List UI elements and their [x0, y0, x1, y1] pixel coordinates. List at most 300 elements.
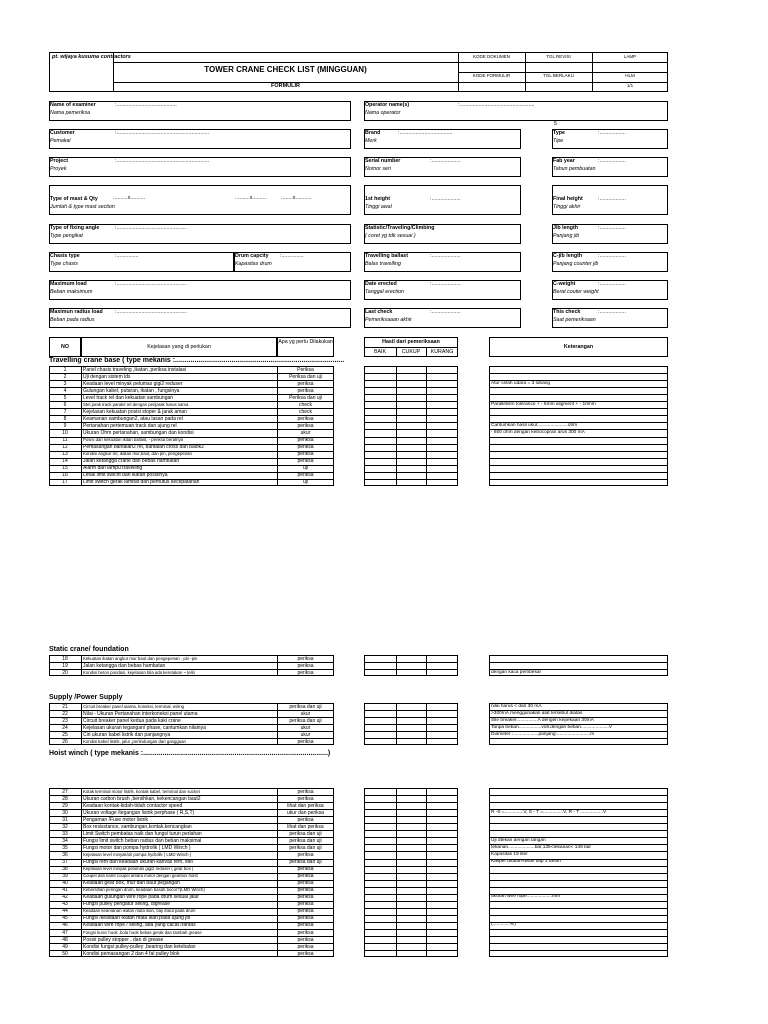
row-description: Keamanan sambungan2, atau lasan pada rel — [83, 415, 183, 422]
field-value3-8: ........x........... — [281, 195, 312, 201]
row-line-r-0-4 — [489, 394, 668, 395]
row-keterangan: Kapasitas 19 liter — [491, 851, 528, 857]
field-label-11: Type of fixing angle — [50, 225, 100, 231]
field-sublabel-12: ( coret yg tdk sesuai ) — [365, 233, 416, 239]
checkbox-kurang[interactable] — [426, 894, 458, 901]
checkbox-cukup[interactable] — [396, 479, 426, 486]
checkbox-baik[interactable] — [364, 437, 396, 444]
field-value-21: :................................................ — [115, 309, 188, 315]
row-keterangan: nilai harus < dari 30 mA — [491, 703, 542, 709]
checkbox-kurang[interactable] — [426, 823, 458, 830]
checkbox-kurang[interactable] — [426, 401, 458, 408]
row-keterangan: Sile breaker................A dengen kepekaan 30mA — [491, 717, 594, 723]
row-line-r-0-1 — [489, 373, 668, 374]
checkbox-cukup[interactable] — [396, 401, 426, 408]
checkbox-kurang[interactable] — [426, 429, 458, 436]
checkbox-kurang[interactable] — [426, 472, 458, 479]
checkbox-baik[interactable] — [364, 901, 396, 908]
field-sublabel-16: Balas travelling — [365, 261, 401, 267]
checkbox-cukup[interactable] — [396, 437, 426, 444]
row-line-r-3-13 — [489, 880, 668, 881]
field-box-18 — [49, 280, 351, 300]
row-description: Kondisi fungsi pulley-pulley ,bearing dan ketebalan — [83, 943, 196, 950]
checkbox-cukup[interactable] — [396, 366, 426, 373]
col-cukup: CUKUP — [401, 349, 421, 355]
checkbox-cukup[interactable] — [396, 731, 426, 738]
checkbox-baik[interactable] — [364, 387, 396, 394]
row-number: 43 — [62, 901, 68, 908]
checkbox-cukup[interactable] — [396, 380, 426, 387]
checkbox-baik[interactable] — [364, 950, 396, 957]
col-action: Apa yg perlu Dilakukan — [278, 339, 333, 345]
checkbox-baik[interactable] — [364, 669, 396, 676]
row-description: Limit Switch pembatas naik dan fungsi turun perlahan — [83, 830, 202, 837]
field-sublabel-5: Proyek — [50, 166, 67, 172]
row-number: 1 — [63, 366, 67, 373]
checkbox-cukup[interactable] — [396, 950, 426, 957]
row-action: periksa — [297, 738, 314, 745]
checkbox-kurang[interactable] — [426, 451, 458, 458]
checkbox-cukup[interactable] — [396, 859, 426, 866]
row-number: 7 — [63, 408, 67, 415]
checkbox-cukup[interactable] — [396, 887, 426, 894]
checkbox-baik[interactable] — [364, 373, 396, 380]
field-label-2: Customer — [50, 130, 75, 136]
row-description: Keadaan keamanan ikatan mata ikan, baji /baut pada drum — [83, 908, 196, 914]
checkbox-kurang[interactable] — [426, 851, 458, 858]
checkbox-baik[interactable] — [364, 451, 396, 458]
row-description: Kotak terminal motor listrik, kontak kabel, terminal dan socket — [83, 788, 200, 794]
checkbox-kurang[interactable] — [426, 444, 458, 451]
checkbox-baik[interactable] — [364, 465, 396, 472]
checkbox-cukup[interactable] — [396, 373, 426, 380]
field-sublabel-22: Pemeriksaaan akhir — [365, 317, 412, 323]
checkbox-baik[interactable] — [364, 908, 396, 915]
row-number: 8 — [63, 415, 67, 422]
row-action: lihat dan periksa — [287, 802, 324, 809]
checkbox-kurang[interactable] — [426, 655, 458, 662]
checkbox-baik[interactable] — [364, 830, 396, 837]
checkbox-kurang[interactable] — [426, 422, 458, 429]
checkbox-cukup[interactable] — [396, 802, 426, 809]
checkbox-cukup[interactable] — [396, 717, 426, 724]
row-number: 25 — [62, 731, 68, 738]
row-line-r-0-13 — [489, 458, 668, 459]
checkbox-cukup[interactable] — [396, 943, 426, 950]
field-value-17: :.................. — [598, 253, 626, 259]
checkbox-cukup[interactable] — [396, 394, 426, 401]
row-action: periksa — [297, 880, 314, 887]
row-action: periksa — [297, 936, 314, 943]
checkbox-baik[interactable] — [364, 873, 396, 880]
row-action: periksa — [297, 795, 314, 802]
checkbox-kurang[interactable] — [426, 788, 458, 795]
checkbox-cukup[interactable] — [396, 703, 426, 710]
checkbox-baik[interactable] — [364, 710, 396, 717]
row-description: Pemasangan bantalan2 rel, bantalan cross dan balok2 — [83, 444, 204, 451]
field-sublabel-4: Tipe — [553, 138, 564, 144]
field-label-19: Date erected — [365, 281, 397, 287]
field-label-14: Chasis type — [50, 253, 80, 259]
field-sublabel-14: Type chasis — [50, 261, 78, 267]
section-v-no-1 — [81, 655, 82, 676]
checkbox-kurang[interactable] — [426, 880, 458, 887]
checkbox-cukup[interactable] — [396, 662, 426, 669]
checkbox-baik[interactable] — [364, 915, 396, 922]
row-number: 31 — [62, 816, 68, 823]
row-action: periksa — [297, 415, 314, 422]
row-action: periksa — [297, 908, 314, 915]
checkbox-baik[interactable] — [364, 724, 396, 731]
row-keterangan: (.............%) — [491, 922, 516, 928]
section-v-no-0 — [81, 366, 82, 486]
checkbox-baik[interactable] — [364, 887, 396, 894]
checkbox-cukup[interactable] — [396, 415, 426, 422]
field-label-15: Drum capcity — [235, 253, 269, 259]
row-description: Limit switch gerak lambat dan pemutus kecepatanan — [83, 479, 200, 486]
field-value-15: :............... — [280, 253, 304, 259]
checkbox-kurang[interactable] — [426, 669, 458, 676]
row-number: 39 — [62, 873, 68, 880]
checkbox-cukup[interactable] — [396, 710, 426, 717]
row-description: Kejelasan level minyak/oli pompa hydrolik ( LMD Winch ) — [83, 851, 192, 857]
checkbox-baik[interactable] — [364, 880, 396, 887]
row-number: 36 — [62, 851, 68, 858]
checkbox-cukup[interactable] — [396, 472, 426, 479]
checkbox-cukup[interactable] — [396, 655, 426, 662]
checkbox-cukup[interactable] — [396, 873, 426, 880]
checkbox-cukup[interactable] — [396, 465, 426, 472]
checkbox-cukup[interactable] — [396, 936, 426, 943]
row-action: periksa — [297, 894, 314, 901]
row-description: Ukuran voltage /tegangan listrik perphase ( R,S,T) — [83, 809, 195, 816]
row-description: Box resisstance, sambungan,kontak,kencangkan — [83, 823, 192, 830]
checkbox-cukup[interactable] — [396, 816, 426, 823]
checkbox-baik[interactable] — [364, 401, 396, 408]
checkbox-cukup[interactable] — [396, 788, 426, 795]
checkbox-baik[interactable] — [364, 717, 396, 724]
checkbox-baik[interactable] — [364, 415, 396, 422]
checkbox-cukup[interactable] — [396, 795, 426, 802]
checkbox-cukup[interactable] — [396, 738, 426, 745]
field-label-8: Type of mast & Qty — [50, 196, 98, 202]
hlm-value: 1/1 — [626, 83, 634, 88]
checkbox-cukup[interactable] — [396, 823, 426, 830]
tgl-revisi-label: TGL REVISI — [546, 54, 571, 59]
checkbox-baik[interactable] — [364, 408, 396, 415]
row-action: ukur — [300, 724, 311, 731]
checkbox-baik[interactable] — [364, 859, 396, 866]
form-title: TOWER CRANE CHECK LIST (MINGGUAN) — [204, 65, 367, 74]
field-value-23: :.................. — [598, 309, 626, 315]
row-description: Alarm dan lampu travelling — [83, 465, 143, 472]
checkbox-baik[interactable] — [364, 655, 396, 662]
field-value-10: :.................. — [598, 196, 626, 202]
checkbox-cukup[interactable] — [396, 451, 426, 458]
row-description: Fungsi motor dan pompa hydrolik ( LMD Winch ) — [83, 844, 191, 851]
checkbox-baik[interactable] — [364, 380, 396, 387]
row-description: Posisi dan kekuatan ikitan ballast, - periksa beratnya — [83, 437, 184, 442]
checkbox-kurang[interactable] — [426, 465, 458, 472]
checkbox-baik[interactable] — [364, 662, 396, 669]
checkbox-cukup[interactable] — [396, 880, 426, 887]
checkbox-baik[interactable] — [364, 731, 396, 738]
checkbox-kurang[interactable] — [426, 844, 458, 851]
checkbox-kurang[interactable] — [426, 738, 458, 745]
checkbox-kurang[interactable] — [426, 887, 458, 894]
row-action: periksa — [297, 655, 314, 662]
field-value-9: :.................... — [430, 196, 461, 202]
field-sublabel-11: Type pengikat — [50, 233, 83, 239]
checkbox-kurang[interactable] — [426, 873, 458, 880]
checkbox-cukup[interactable] — [396, 837, 426, 844]
checkbox-kurang[interactable] — [426, 901, 458, 908]
row-action: uji — [302, 465, 308, 472]
field-sublabel-1: Nama operator — [365, 110, 401, 116]
checkbox-baik[interactable] — [364, 894, 396, 901]
row-action: periksa — [297, 444, 314, 451]
checkbox-kurang[interactable] — [426, 950, 458, 957]
row-action: periksa dan uji — [289, 830, 322, 837]
field-value-11: :................................................ — [115, 225, 188, 231]
row-action: ukur dan periksa — [287, 809, 324, 816]
checkbox-baik[interactable] — [364, 809, 396, 816]
checkbox-cukup[interactable] — [396, 669, 426, 676]
checkbox-kurang[interactable] — [426, 408, 458, 415]
checkbox-baik[interactable] — [364, 802, 396, 809]
checkbox-cukup[interactable] — [396, 444, 426, 451]
checkbox-baik[interactable] — [364, 943, 396, 950]
field-value-1: :................................................... — [458, 102, 535, 108]
row-action: periksa — [297, 472, 314, 479]
checkbox-cukup[interactable] — [396, 851, 426, 858]
checkbox-kurang[interactable] — [426, 703, 458, 710]
row-keterangan: Kaliper diubah-distel tiap 3 tahun — [491, 859, 561, 864]
checkbox-kurang[interactable] — [426, 458, 458, 465]
checkbox-kurang[interactable] — [426, 662, 458, 669]
checkbox-cukup[interactable] — [396, 929, 426, 936]
checkbox-cukup[interactable] — [396, 866, 426, 873]
col-no: NO — [61, 344, 69, 350]
row-keterangan: - 800 ohm dengan kebocopran arus 300 mA — [491, 429, 585, 435]
checkbox-baik[interactable] — [364, 366, 396, 373]
checkbox-kurang[interactable] — [426, 387, 458, 394]
checkbox-kurang[interactable] — [426, 415, 458, 422]
row-keterangan: Atur celah udara = 3 lubang — [491, 380, 551, 386]
row-description: Fungsi kunci hook ,bola hook bebas gerak dan tambah grease — [83, 929, 202, 935]
company-name: pt. wijaya kusuma contractors — [52, 54, 131, 60]
checkbox-cukup[interactable] — [396, 422, 426, 429]
row-action: periksa — [297, 887, 314, 894]
checkbox-kurang[interactable] — [426, 717, 458, 724]
checkbox-baik[interactable] — [364, 844, 396, 851]
row-line-r-3-17 — [489, 908, 668, 909]
row-action: periksa dan uji — [289, 717, 322, 724]
checkbox-baik[interactable] — [364, 816, 396, 823]
col-kurang: KURANG — [430, 349, 454, 355]
row-action: Periksa dan uji — [289, 394, 322, 401]
row-number: 20 — [62, 669, 68, 676]
row-number: 22 — [62, 710, 68, 717]
row-keterangan: R -S =..............V, S - T =...............V, R - T .................V — [491, 809, 607, 815]
checkbox-cukup[interactable] — [396, 901, 426, 908]
row-line-r-3-6 — [489, 830, 668, 831]
field-sublabel-3: Merk — [365, 138, 377, 144]
checkbox-kurang[interactable] — [426, 802, 458, 809]
checkbox-kurang[interactable] — [426, 866, 458, 873]
checkbox-kurang[interactable] — [426, 710, 458, 717]
checkbox-baik[interactable] — [364, 444, 396, 451]
field-value-19: :.................... — [430, 281, 461, 287]
row-action: periksa — [297, 943, 314, 950]
row-line-r-3-12 — [489, 873, 668, 874]
row-keterangan: tekanan....................bar,135<tekanan< 149 bar — [491, 844, 592, 850]
row-number: 11 — [62, 437, 68, 443]
checkbox-kurang[interactable] — [426, 943, 458, 950]
field-label-3: Brand — [365, 130, 381, 136]
field-sublabel-9: Tinggi awal — [365, 204, 392, 210]
checkbox-kurang[interactable] — [426, 908, 458, 915]
row-line-r-3-5 — [489, 823, 668, 824]
checkbox-kurang[interactable] — [426, 922, 458, 929]
row-description: Keadaan wire rope / seling, ada yang cacat /rantas — [83, 922, 196, 929]
checkbox-cukup[interactable] — [396, 894, 426, 901]
row-number: 26 — [62, 738, 68, 745]
checkbox-kurang[interactable] — [426, 915, 458, 922]
field-label-23: This check — [553, 309, 581, 315]
field-label-9: 1st height — [365, 196, 391, 202]
checkbox-kurang[interactable] — [426, 795, 458, 802]
checkbox-baik[interactable] — [364, 795, 396, 802]
checkbox-kurang[interactable] — [426, 437, 458, 444]
checkbox-cukup[interactable] — [396, 387, 426, 394]
row-action: periksa — [297, 662, 314, 669]
hlm-label: HLM — [625, 73, 635, 78]
checkbox-kurang[interactable] — [426, 816, 458, 823]
section-title-3: Hoist winch ( type mekanis :...............................................................................................) — [49, 750, 331, 757]
checkbox-baik[interactable] — [364, 851, 396, 858]
row-description: Kejelasan kekuatan posisi stoper & jarak aman — [83, 408, 187, 415]
field-label-10: Final height — [553, 196, 583, 202]
checkbox-cukup[interactable] — [396, 408, 426, 415]
row-action: periksa — [297, 422, 314, 429]
row-number: 28 — [62, 795, 68, 802]
row-action: ukur — [300, 731, 311, 738]
row-action: periksa dan uji — [289, 859, 322, 865]
checkbox-kurang[interactable] — [426, 366, 458, 373]
checkbox-baik[interactable] — [364, 936, 396, 943]
checkbox-kurang[interactable] — [426, 837, 458, 844]
row-line-r-3-14 — [489, 887, 668, 888]
row-keterangan: ukuran wire rope...................mm — [491, 894, 561, 900]
checkbox-cukup[interactable] — [396, 922, 426, 929]
checkbox-baik[interactable] — [364, 738, 396, 745]
row-description: Fungsi /keadaan ikatan mata ikan pada ujung jib — [83, 915, 191, 922]
checkbox-baik[interactable] — [364, 703, 396, 710]
checkbox-baik[interactable] — [364, 922, 396, 929]
row-number: 15 — [62, 465, 68, 472]
field-value-18: :................................................ — [115, 281, 188, 287]
checkbox-kurang[interactable] — [426, 859, 458, 866]
checkbox-baik[interactable] — [364, 929, 396, 936]
row-number: 44 — [62, 908, 68, 915]
checkbox-kurang[interactable] — [426, 809, 458, 816]
row-line-r-0-12 — [489, 451, 668, 452]
checkbox-cukup[interactable] — [396, 429, 426, 436]
checkbox-kurang[interactable] — [426, 936, 458, 943]
row-action: ukur — [300, 710, 311, 717]
row-keterangan: Tanpa beban.................volt.dengan beban.....................V — [491, 724, 613, 730]
checkbox-kurang[interactable] — [426, 731, 458, 738]
row-line-r-2-5 — [489, 738, 668, 739]
checkbox-cukup[interactable] — [396, 458, 426, 465]
checkbox-baik[interactable] — [364, 429, 396, 436]
checkbox-baik[interactable] — [364, 837, 396, 844]
checkbox-cukup[interactable] — [396, 908, 426, 915]
checkbox-baik[interactable] — [364, 823, 396, 830]
checkbox-cukup[interactable] — [396, 830, 426, 837]
row-line-r-0-11 — [489, 444, 668, 445]
row-keterangan: Uji dtekan dengan tangan — [491, 837, 546, 843]
field-value-22: :.................... — [430, 309, 461, 315]
field-value-20: :.................. — [598, 281, 626, 287]
row-description: Ukuran carbon brush ,bersihkan, kekencangan baut2 — [83, 795, 201, 802]
row-description: Circuit breaker panel kedua pada kaki crane — [83, 717, 181, 724]
checkbox-kurang[interactable] — [426, 929, 458, 936]
row-number: 37 — [62, 859, 68, 865]
checkbox-baik[interactable] — [364, 472, 396, 479]
checkbox-kurang[interactable] — [426, 479, 458, 486]
field-sublabel-19: Tanggal erection — [365, 289, 404, 295]
row-description: Kondisi kabel listrik, jalur ,perlindungan dari gangguan — [83, 738, 186, 744]
checkbox-baik[interactable] — [364, 422, 396, 429]
checkbox-kurang[interactable] — [426, 830, 458, 837]
field-value-5: :............................................................... — [115, 158, 210, 164]
row-line-r-0-10 — [489, 437, 668, 438]
checkbox-kurang[interactable] — [426, 724, 458, 731]
row-number: 40 — [62, 880, 68, 887]
checkbox-kurang[interactable] — [426, 380, 458, 387]
checkbox-baik[interactable] — [364, 479, 396, 486]
checkbox-cukup[interactable] — [396, 809, 426, 816]
row-description: Posisi pulley stopper , dan di grease — [83, 936, 164, 943]
row-line-r-3-18 — [489, 915, 668, 916]
row-description: Fungsi limit switch beban radius dan beban maksimal — [83, 837, 202, 844]
row-line-r-3-16 — [489, 901, 668, 902]
row-number: 4 — [63, 387, 67, 394]
checkbox-cukup[interactable] — [396, 724, 426, 731]
row-action: Periksa dan uji — [289, 373, 322, 380]
checkbox-baik[interactable] — [364, 788, 396, 795]
row-action: periksa — [297, 788, 314, 795]
field-value-8: ..........x.......... — [113, 195, 146, 201]
field-sublabel-0: Nama pemeriksa — [50, 110, 91, 116]
row-number: 33 — [62, 830, 68, 837]
checkbox-cukup[interactable] — [396, 915, 426, 922]
checkbox-baik[interactable] — [364, 394, 396, 401]
checkbox-kurang[interactable] — [426, 394, 458, 401]
lamp-label: LAMP — [623, 54, 637, 59]
row-number: 41 — [62, 887, 68, 894]
row-description: Stel jarak track paralel rel dengan penjarak harus sama — [83, 401, 189, 407]
row-line-r-3-11 — [489, 866, 668, 867]
field-label-16: Travelling ballast — [365, 253, 408, 259]
checkbox-baik[interactable] — [364, 866, 396, 873]
checkbox-kurang[interactable] — [426, 373, 458, 380]
col-baik: BAIK — [373, 349, 387, 355]
checkbox-cukup[interactable] — [396, 844, 426, 851]
checkbox-baik[interactable] — [364, 458, 396, 465]
